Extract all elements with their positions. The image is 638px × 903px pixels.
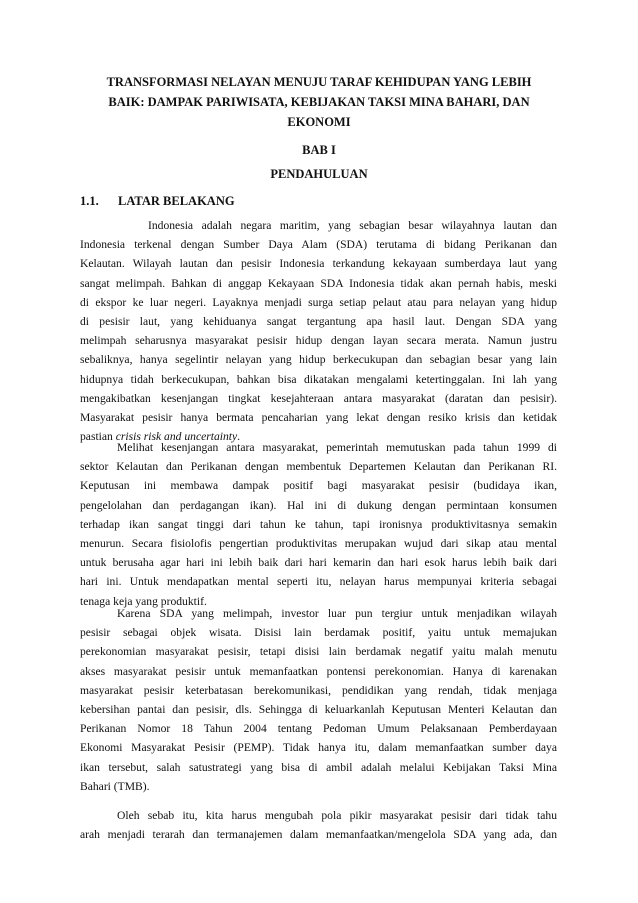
text-line: di pesisir laut, yang kehiduanya sangat tergantung apa hasil laut. Dengan SDA yang: [80, 314, 557, 328]
text-fragment: pastian: [80, 430, 116, 444]
text-line: pengelolahan dan perdagangan ikan). Hal ini di dukung dengan permintaan konsumen: [80, 498, 557, 512]
text-line: Indonesia adalah negara maritim, yang sebagian besar wilayahnya lautan dan: [148, 219, 557, 232]
text-line: melimpah seharusnya masyarakat pesisir hidup dengan layan secara merata. Namun justru: [80, 334, 557, 348]
section-title: LATAR BELAKANG: [118, 194, 235, 208]
text-line: perekonomian masyarakat pesisir, tetapi disisi lain berdamak negatif yaitu malah menutu: [80, 645, 557, 659]
paragraph-2: [80, 438, 557, 611]
text-line: sangat melimpah. Bahkan di anggap Kekayaan SDA Indonesia tidak akan pernah habis, meski: [80, 276, 557, 290]
text-line: Indonesia terkenal dengan Sumber Daya Alam (SDA) terutama di bidang Perikanan dan: [80, 238, 557, 252]
paragraph-1: [80, 216, 557, 446]
text-line: Keputusan ini membawa dampak positif bagi masyarakat pesisir (budidaya ikan,: [80, 479, 557, 493]
text-line: Melihat kesenjangan antara masyarakat, pemerintah memutuskan pada tahun 1999 di: [117, 441, 557, 454]
text-line: akses masyarakat pesisir untuk memanfaatkan pontensi perekonomian. Hanya di karenakan: [80, 664, 557, 678]
title-line: TRANSFORMASI NELAYAN MENUJU TARAF KEHIDUPAN YANG LEBIH: [106, 75, 532, 89]
title-line: BAIK: DAMPAK PARIWISATA, KEBIJAKAN TAKSI MINA BAHARI, DAN: [108, 95, 530, 109]
text-line: Karena SDA yang melimpah, investor luar pun tergiur untuk menjadikan wilayah: [117, 607, 557, 620]
paragraph-4: [80, 806, 557, 844]
text-line: hari ini. Untuk mendapatkan mental seperti itu, nelayan harus mempunyai kriteria sebagai: [80, 575, 557, 589]
text-line: Masyarakat pesisir hanya bermata pencaharian yang lekat dengan resiko krisis dan ketidak: [80, 410, 557, 424]
text-fragment: .: [237, 430, 241, 444]
text-line: Perikanan Nomor 18 Tahun 2004 tentang Pedoman Umum Pelaksanaan Pemberdayaan: [80, 722, 557, 736]
text-line: sebaliknya, hanya segelintir nelayan yang hidup berkecukupan dan sebagian besar yang lain: [80, 353, 557, 367]
text-line: arah menjadi terarah dan termanajemen dalam memanfaatkan/mengelola SDA yang ada, dan: [80, 828, 557, 842]
text-line: Bahari (TMB).: [80, 779, 150, 793]
text-line: tenaga keja yang produktif.: [80, 594, 207, 608]
text-line: untuk berusaha agar hari ini lebih baik dari hari kemarin dan hari esok harus lebih baik dari: [80, 556, 557, 570]
text-line: menurun. Secara fisiolofis pengertian produktivitas merupakan wujud dari sikap atau mental: [80, 536, 557, 550]
chapter-label: BAB I: [302, 143, 336, 157]
paragraph-3: [80, 604, 557, 796]
text-line: di ekspor ke luar negeri. Layaknya menjadi surga setiap pelaut atau para nelayan yang hidup: [80, 295, 557, 309]
section-number: 1.1.: [80, 194, 99, 208]
text-line: ikan tersebut, salah satustrategi yang bisa di ambil adalah melalui Kebijakan Taksi Mina: [80, 760, 557, 774]
text-line: hidupnya tidah berkecukupan, bahkan bisa dikatakan mengalami ketertinggalan. Ini lah yang: [80, 372, 557, 386]
title-line: EKONOMI: [287, 115, 351, 129]
italic-phrase: crisis risk and uncertainty: [115, 430, 238, 444]
text-line: Oleh sebab itu, kita harus mengubah pola pikir masyarakat pesisir dari tidak tahu: [117, 809, 557, 822]
text-line: terhadap ikan sangat tinggi dari tahun ke tahun, tapi ironisnya produktivitasnya semakin: [80, 517, 557, 531]
text-line: Kelautan. Wilayah lautan dan pesisir Indonesia terkandung kekayaan sumberdaya laut yang: [80, 257, 557, 271]
text-line: pesisir sebagai objek wisata. Disisi lain berdamak positif, yaitu untuk memajukan: [80, 626, 557, 640]
text-line: sektor Kelautan dan Perikanan dengan membentuk Departemen Kelautan dan Perikanan RI.: [80, 460, 557, 474]
document-title: [88, 72, 550, 132]
text-line: kebersihan pantai dan pesisir, dls. Sehingga di keluarkanlah Keputusan Menteri Kelautan dan: [80, 702, 557, 716]
text-line: Ekonomi Masyarakat Pesisir (PEMP). Tidak hanya itu, dalam memanfaatkan sumber daya: [80, 741, 557, 755]
chapter-title: PENDAHULUAN: [270, 167, 368, 181]
text-line: mengakibatkan kesenjangan tingkat kesejahteraan antara masyarakat (daratan dan pesisir).: [80, 391, 557, 405]
text-line: masyarakat pesisir keterbatasan berekomunikasi, pendidikan yang rendah, tidak menjaga: [80, 683, 557, 697]
